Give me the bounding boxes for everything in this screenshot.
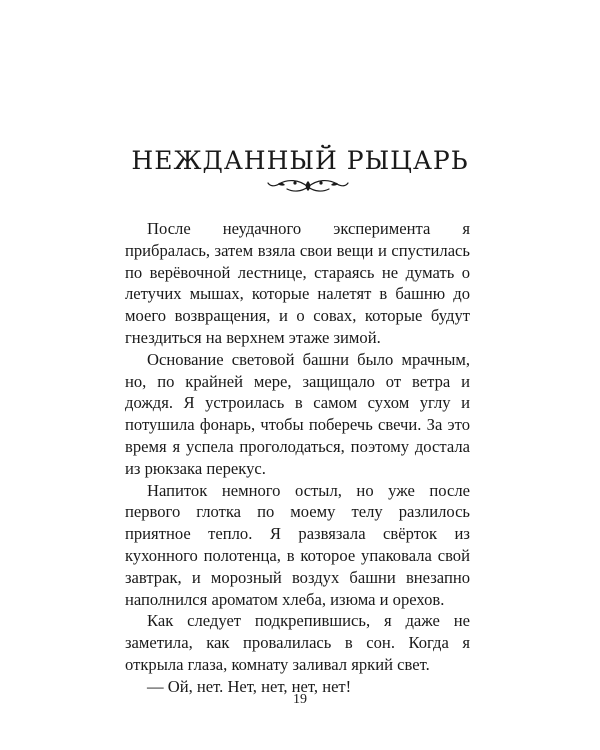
- body-text: [125, 218, 470, 698]
- page-number: 19: [293, 692, 307, 707]
- floral-divider-icon: [265, 175, 351, 197]
- dialogue-line: — Ой, нет. Нет, нет, нет, нет!: [147, 676, 352, 696]
- paragraph: После неудачного эксперимента я прибралась, затем взяла свои вещи и спустилась по верёвочной лестнице, стараясь не думать о летучих мышах, которые налетят в башню до моего возвращения, и о совах, которые будут гнездиться на верхнем этаже зимой.: [125, 219, 470, 347]
- paragraph: Как следует подкрепившись, я даже не заметила, как провалилась в сон. Когда я открыла глаза, комнату заливал яркий свет.: [125, 611, 470, 674]
- paragraph: Напиток немного остыл, но уже после первого глотка по моему телу разлилось приятное тепло. Я развязала свёрток из кухонного полотенца, в которое упаковала свой завтрак, и морозный воздух башни внезапно наполнился ароматом хлеба, изюма и орехов.: [125, 480, 470, 609]
- chapter-title: НЕЖДАННЫЙ РЫЦАРЬ: [131, 146, 469, 175]
- paragraph: Основание световой башни было мрачным, но, по крайней мере, защищало от ветра и дождя. Я устроилась в самом сухом углу и потушила фонарь, чтобы поберечь свечи. За это время я успела проголодаться, поэтому достала из рюкзака перекус.: [125, 349, 470, 478]
